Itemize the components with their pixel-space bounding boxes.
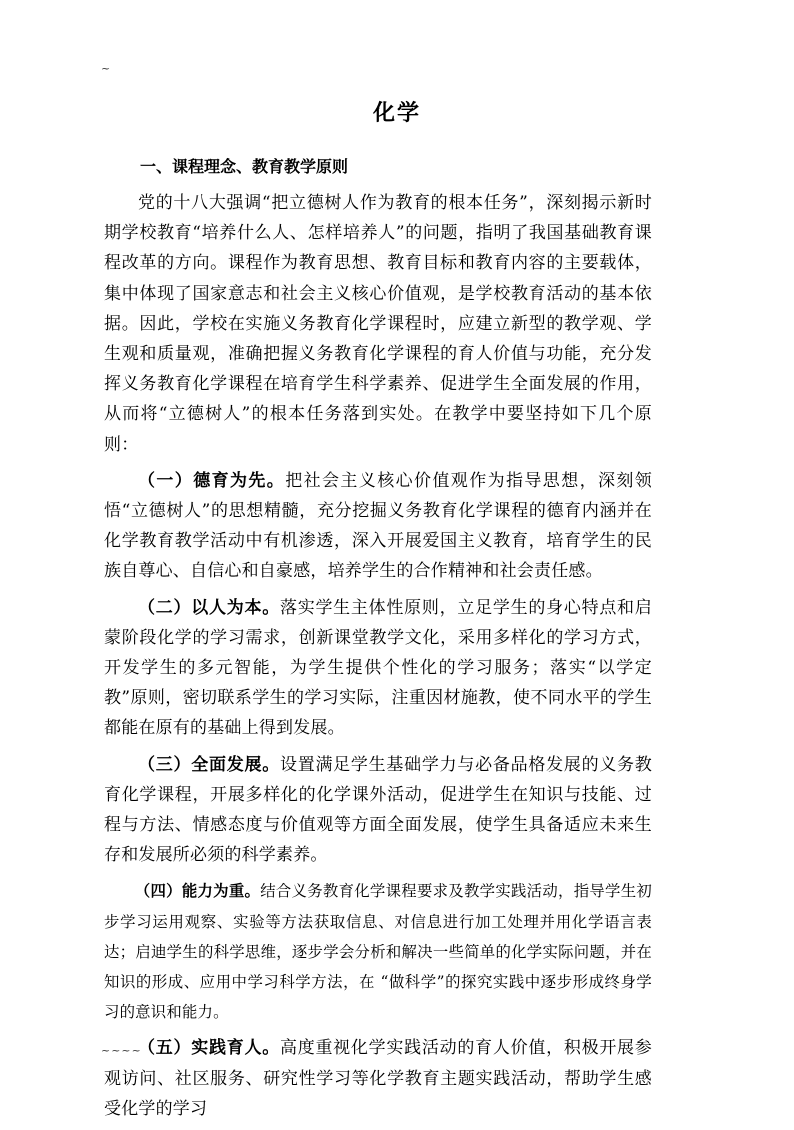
principle-5-text: 高度重视化学实践活动的育人价值，积极开展参观访问、社区服务、研究性学习等化学教育主题实践活动，帮助学生感受化学的学习 xyxy=(104,1038,653,1119)
principle-2-paragraph xyxy=(104,593,652,744)
intro-paragraph: 党的十八大强调“把立德树人作为教育的根本任务”，深刻揭示新时期学校教育“培养什么人、怎样培养人”的问题，指明了我国基础教育课程改革的方向。课程作为教育思想、教育目标和教育内容的主要载体，集中体现了国家意志和社会主义核心价值观，是学校教育活动的基本依据。因此，学校在实施义务教育化学课程时，应建立新型的教学观、学生观和质量观，准确把握义务教育化学课程的育人价值与功能，充分发挥义务教育化学课程在培育学生科学素养、促进学生全面发展的作用，从而将“立德树人”的根本任务落到实处。在教学中要坚持如下几个原则： xyxy=(104,193,652,455)
principle-2-lead: （二）以人为本。 xyxy=(138,597,280,618)
principle-5-paragraph xyxy=(104,1033,652,1124)
section-heading: 一、课程理念、教育教学原则 xyxy=(140,157,349,176)
principle-3-paragraph xyxy=(104,750,652,871)
principle-1-text: 把社会主义核心价值观作为指导思想，深刻领悟“立德树人”的思想精髓，充分挖掘义务教育化学课程的德育内涵并在化学教育教学活动中有机渗透，深入开展爱国主义教育，培育学生的民族自尊心、自信心和自豪感，培养学生的合作精神和社会责任感。 xyxy=(104,470,652,582)
principle-1-paragraph xyxy=(104,466,652,587)
principle-4-lead: （四）能力为重。 xyxy=(134,882,261,901)
principle-2-text: 落实学生主体性原则，立足学生的身心特点和启蒙阶段化学的学习需求，创新课堂教学文化，采用多样化的学习方式，开发学生的多元智能，为学生提供个性化的学习服务；落实“以学定教”原则，密切联系学生的学习实际，注重因材施教，使不同水平的学生都能在原有的基础上得到发展。 xyxy=(104,597,653,739)
principle-4-text: 结合义务教育化学课程要求及教学实践活动，指导学生初步学习运用观察、实验等方法获取信息、对信息进行加工处理并用化学语言表达；启迪学生的科学思维，逐步学会分析和解决一些简单的化学实际问题，并在知识的形成、应用中学习科学方法，在 “做科学”的探究实践中逐步形成终身学习的意识和能力。 xyxy=(104,882,652,1022)
principle-5-lead: （五）实践育人。 xyxy=(138,1038,280,1059)
principle-4-paragraph xyxy=(104,876,652,1027)
page-bottom-mark: ~~~~ xyxy=(101,1044,142,1057)
principle-3-lead: （三）全面发展。 xyxy=(138,754,280,775)
principle-3-text: 设置满足学生基础学力与必备品格发展的义务教育化学课程，开展多样化的化学课外活动，促进学生在知识与技能、过程与方法、情感态度与价值观等方面全面发展，使学生具备适应未来生存和发展所必须的科学素养。 xyxy=(104,754,653,866)
page-top-mark: ~ xyxy=(101,62,112,75)
page-title: 化学 xyxy=(372,101,421,126)
document-body xyxy=(104,156,652,1130)
principle-1-lead: （一）德育为先。 xyxy=(138,470,286,491)
